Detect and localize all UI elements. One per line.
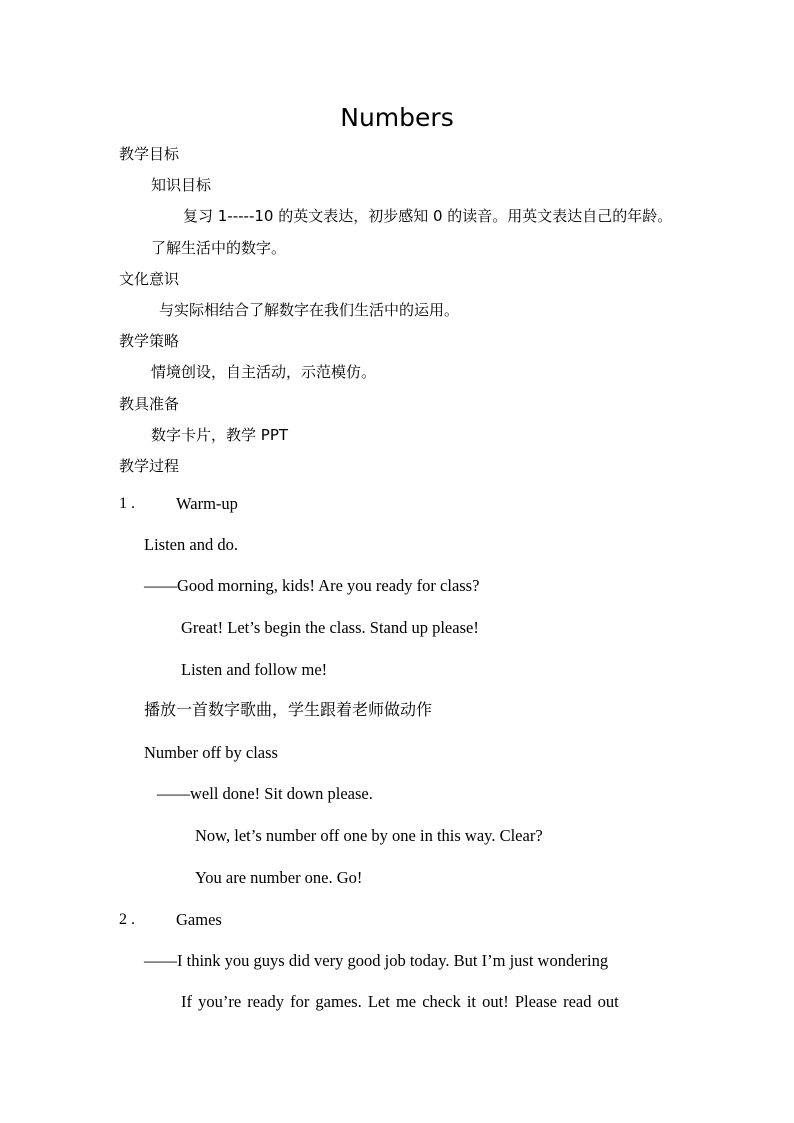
page-title: Numbers xyxy=(340,103,454,132)
teaching-aids-text: 数字卡片，教学 PPT xyxy=(151,426,289,444)
knowledge-goal-text-2: 了解生活中的数字。 xyxy=(151,239,287,257)
warmup-line: ——Good morning, kids! Are you ready for class? xyxy=(144,576,480,595)
teaching-strategy-text: 情境创设，自主活动，示范模仿。 xyxy=(151,363,377,381)
subheading-knowledge-goal: 知识目标 xyxy=(151,176,212,194)
section-2-heading: Games xyxy=(176,910,222,929)
warmup-line: Number off by class xyxy=(144,743,278,762)
warmup-line: You are number one. Go! xyxy=(195,868,363,887)
warmup-line: Great! Let’s begin the class. Stand up please! xyxy=(181,618,479,637)
section-2-number: 2 . xyxy=(119,911,135,928)
section-1-number: 1 . xyxy=(119,495,135,512)
warmup-line: Now, let’s number off one by one in this way. Clear? xyxy=(195,826,543,845)
cultural-awareness-text: 与实际相结合了解数字在我们生活中的运用。 xyxy=(159,301,460,319)
heading-teaching-strategy: 教学策略 xyxy=(119,332,180,350)
games-line: If you’re ready for games. Let me check it out! Please read out xyxy=(181,992,619,1011)
warmup-line: ——well done! Sit down please. xyxy=(157,784,373,803)
warmup-line: 播放一首数字歌曲，学生跟着老师做动作 xyxy=(144,700,433,719)
games-line: ——I think you guys did very good job today. But I’m just wondering xyxy=(144,951,609,970)
section-1-heading: Warm-up xyxy=(176,494,238,513)
heading-cultural-awareness: 文化意识 xyxy=(119,270,180,288)
warmup-line: Listen and do. xyxy=(144,535,238,554)
heading-teaching-goals: 教学目标 xyxy=(119,145,180,163)
heading-teaching-process: 教学过程 xyxy=(119,457,180,475)
warmup-line: Listen and follow me! xyxy=(181,660,328,679)
heading-teaching-aids: 教具准备 xyxy=(119,395,180,413)
knowledge-goal-text-1: 复习 1-----10 的英文表达，初步感知 0 的读音。用英文表达自己的年龄。 xyxy=(183,207,673,225)
